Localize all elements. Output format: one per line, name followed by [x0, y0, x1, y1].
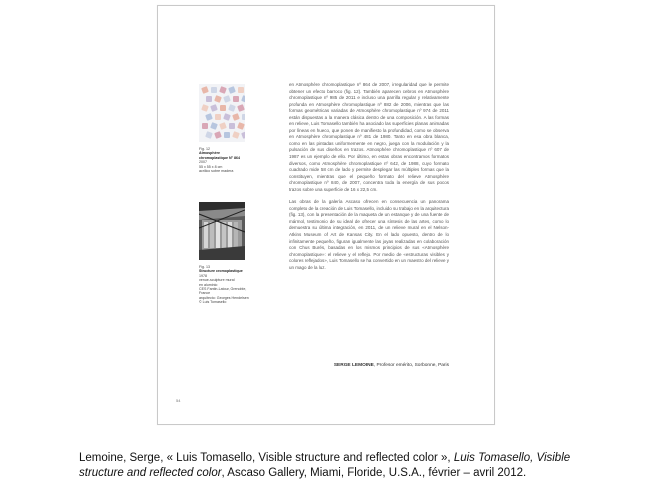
relief-tile	[220, 105, 226, 111]
paragraph: Las obras de la galería Ascaso ofrecen en consecuencia un panorama completo de la creación de Luis Tomasello, incluido su trabajo en la arquitectura (fig. 13), con la presentación de la maqueta de un estanque y de una fuente de mármol, testimonio de su ideal de ofrecer una síntesis de las artes, como lo demuestra su última integración, en 2011, de un relieve mural en el Nelson-Atkins Museum of Art de Kansas City. En el lado opuesto, dentro de lo infinitamente pequeño, figuran igualmente las joyas realizadas en colaboración con Chus Burés, basadas en los mismos principios de sus «Atmosphère chromoplastique»: el relieve y el reflejo. Por medio de «estructuras visibles y colores reflejados», Luis Tomasello se ha convertido en un maestro del relieve y un mago de la luz.	[289, 199, 449, 270]
relief-tile	[223, 113, 231, 121]
relief-tile	[214, 131, 222, 139]
relief-tile	[206, 96, 212, 102]
relief-tile	[242, 114, 245, 120]
relief-tile	[211, 87, 217, 93]
citation	[79, 451, 599, 481]
author-name: SERGE LEMOINE	[333, 363, 374, 368]
citation-title: Luis Tomasello, Visible structure and reflected color	[79, 452, 571, 479]
relief-tile	[229, 123, 235, 129]
relief-tile	[228, 104, 236, 112]
caption-line: CES Fantin-Latour, Grenoble,	[199, 287, 247, 292]
caption-title: chromoplastique N° 864	[199, 155, 240, 160]
relief-tile	[219, 86, 227, 94]
relief-tile	[228, 86, 236, 94]
caption-dimensions: 55 x 55 x 8 cm	[199, 164, 223, 169]
caption-line: France	[199, 291, 211, 296]
caption-line: en aluminio	[199, 282, 218, 287]
author-signature	[289, 363, 449, 368]
book-page	[157, 5, 495, 425]
relief-tile	[205, 113, 213, 121]
caption-title: Atmosphère	[199, 151, 220, 156]
citation-text: Lemoine, Serge, « Luis Tomasello, Visible structure and reflected color »,	[79, 452, 454, 464]
relief-tile	[224, 132, 230, 138]
caption-year: 2007	[199, 160, 207, 165]
relief-tile	[237, 122, 245, 130]
architecture-photo	[199, 202, 245, 260]
figure-13-caption	[199, 265, 269, 305]
figure-12-image	[199, 84, 245, 142]
fig-label: Fig. 12	[199, 147, 210, 151]
figure-13-photo	[199, 202, 245, 260]
caption-title: Structure cromoplastique	[199, 269, 243, 274]
relief-tile	[232, 131, 240, 139]
relief-tile	[215, 114, 221, 120]
caption-line: © Luis Tomasello	[199, 300, 227, 305]
relief-tile	[210, 122, 218, 130]
caption-medium: acrilico sobre madera	[199, 169, 234, 174]
relief-tile	[241, 131, 245, 139]
figure-12-caption	[199, 147, 269, 173]
relief-tile	[210, 104, 218, 112]
page-number: 54	[176, 398, 181, 403]
relief-tile	[237, 104, 245, 112]
caption-year: 1978	[199, 273, 207, 278]
relief-tile	[223, 95, 231, 103]
relief-tile	[201, 86, 209, 94]
author-role: , Profesor emérito, Sorbonne, Paris	[373, 363, 449, 368]
relief-tile	[219, 122, 227, 130]
relief-tile	[205, 131, 213, 139]
paragraph: en Atmosphère chromoplastique nº 864 de 2007, irregularidad que le permite obtener un efecto barroco (fig. 12). También aparecen cebros en Atmosphère chromoplastique nº 985 de 2011 e incluso una parrilla regular y relativamente profunda en Atmosphère chromoplastique nº 882 de 2006, mientras que las formas geométricas variadas de Atmosphère chromoplastique nº 974 de 2011 están dispuestas a la manera clásica dentro de una composición. A las formas en relieve, Luis Tomasello también ha asociado las superficies planas animadas por líneas en hueco, que ponen de manifiesto la profundidad, como se observa en Atmosphère chromoplastique nº 481 de 1980. Tanto en esa obra blanca, como en las pintadas uniformemente en negro, juega con la modulación y la pulsación de sus diseños en trazos. Atmosphère chromoplastique nº 607 de 1987 es un ejemplo de ello. Por último, en estas obras encontramos formatos diversos, como Atmosphère chromoplastique nº 642, de 1988, cuyo formato cuadrado mide 58 cm de lado y permite desplegar las múltiples formas que la constituyen, mientras que el pequeño formato del relieve Atmosphère chromoplastique nº 840, de 2007, concentra toda la energía de sus pocos trazos sobre una superficie de 16 x 22,5 cm.	[289, 82, 449, 192]
relief-tile	[201, 104, 209, 112]
relief-tile	[233, 96, 239, 102]
relief-tile	[202, 123, 208, 129]
body-text-column	[289, 82, 449, 271]
citation-text: , Ascaso Gallery, Miami, Floride, U.S.A., février – avril 2012.	[221, 467, 527, 479]
relief-tile	[241, 95, 245, 103]
caption-line: arquitecto: Georges Hendelsen	[199, 295, 249, 300]
relief-tile	[214, 95, 222, 103]
fig-label: Fig. 13	[199, 265, 210, 269]
relief-tile	[238, 87, 244, 93]
caption-line: venue-sculpture mural	[199, 278, 235, 283]
relief-tile	[232, 113, 240, 121]
